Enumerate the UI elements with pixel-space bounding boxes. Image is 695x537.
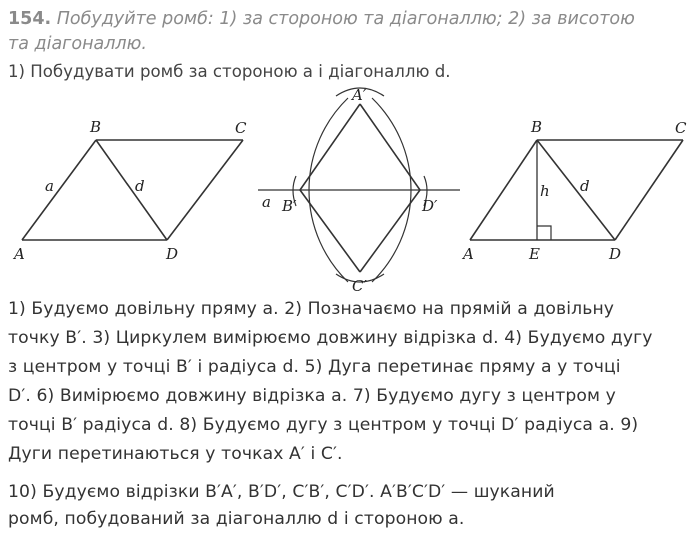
fig1-label-diagonal-d: d xyxy=(135,177,145,195)
body-line-3: з центром у точці B′ і радіуса d. 5) Дуга перетинає пряму a у точці xyxy=(8,357,621,377)
body-line-6: Дуги перетинаються у точках A′ і C′. xyxy=(8,444,343,464)
task-text-1: Побудуйте ромб: 1) за стороною та діагоналлю; 2) за висотою xyxy=(51,9,635,29)
fig2-label-c-prime: C′ xyxy=(352,277,367,295)
body-line-1: 1) Будуємо довільну пряму a. 2) Позначаємо на прямій a довільну xyxy=(8,299,615,319)
body-line-8: ромб, побудований за діагоналлю d і стороною a. xyxy=(8,509,465,529)
fig3-label-diagonal-d: d xyxy=(580,177,590,195)
fig1-label-side-a: a xyxy=(45,177,54,195)
subtask-title: 1) Побудувати ромб за стороною a і діагоналлю d. xyxy=(8,62,451,81)
fig2-label-b-prime: B′ xyxy=(282,197,297,215)
body-line-7: 10) Будуємо відрізки B′A′, B′D′, C′B′, C′D′. A′B′C′D′ — шуканий xyxy=(8,482,555,502)
figure-2-construction xyxy=(258,88,460,282)
fig2-label-a-prime: A′ xyxy=(352,86,367,104)
fig1-label-d-vertex: D xyxy=(166,245,179,263)
fig1-label-a-vertex: A xyxy=(14,245,25,263)
fig2-side-ab xyxy=(300,104,360,190)
fig3-label-d-vertex: D xyxy=(609,245,622,263)
fig3-side-cd xyxy=(615,140,683,240)
fig3-side-ab xyxy=(470,140,537,240)
body-line-4: D′. 6) Вимірюємо довжину відрізка a. 7) Будуємо дугу з центром у xyxy=(8,386,616,406)
task-number: 154. xyxy=(8,9,52,29)
fig3-label-e-point: E xyxy=(529,245,540,263)
figure-3-rhombus xyxy=(470,140,683,240)
fig1-side-ab xyxy=(22,140,96,240)
fig1-label-c-vertex: C xyxy=(235,119,247,137)
fig1-diagonal-bd xyxy=(96,140,167,240)
fig3-label-c-vertex: C xyxy=(675,119,687,137)
task-statement-line-2: та діагоналлю. xyxy=(8,34,147,54)
fig2-label-d-prime: D′ xyxy=(422,197,438,215)
fig3-label-a-vertex: A xyxy=(463,245,474,263)
fig3-label-height-h: h xyxy=(540,182,550,200)
body-line-2: точку B′. 3) Циркулем вимірюємо довжину відрізка d. 4) Будуємо дугу xyxy=(8,328,653,348)
figure-1-rhombus xyxy=(22,140,243,240)
fig3-right-angle xyxy=(537,226,551,240)
fig2-side-ad xyxy=(360,104,420,190)
fig3-label-b-vertex: B xyxy=(531,118,543,136)
fig2-label-line-a: a xyxy=(262,193,271,211)
body-line-5: точці B′ радіуса d. 8) Будуємо дугу з центром у точці D′ радіуса a. 9) xyxy=(8,415,639,435)
fig1-label-b-vertex: B xyxy=(90,118,102,136)
fig1-side-cd xyxy=(167,140,243,240)
